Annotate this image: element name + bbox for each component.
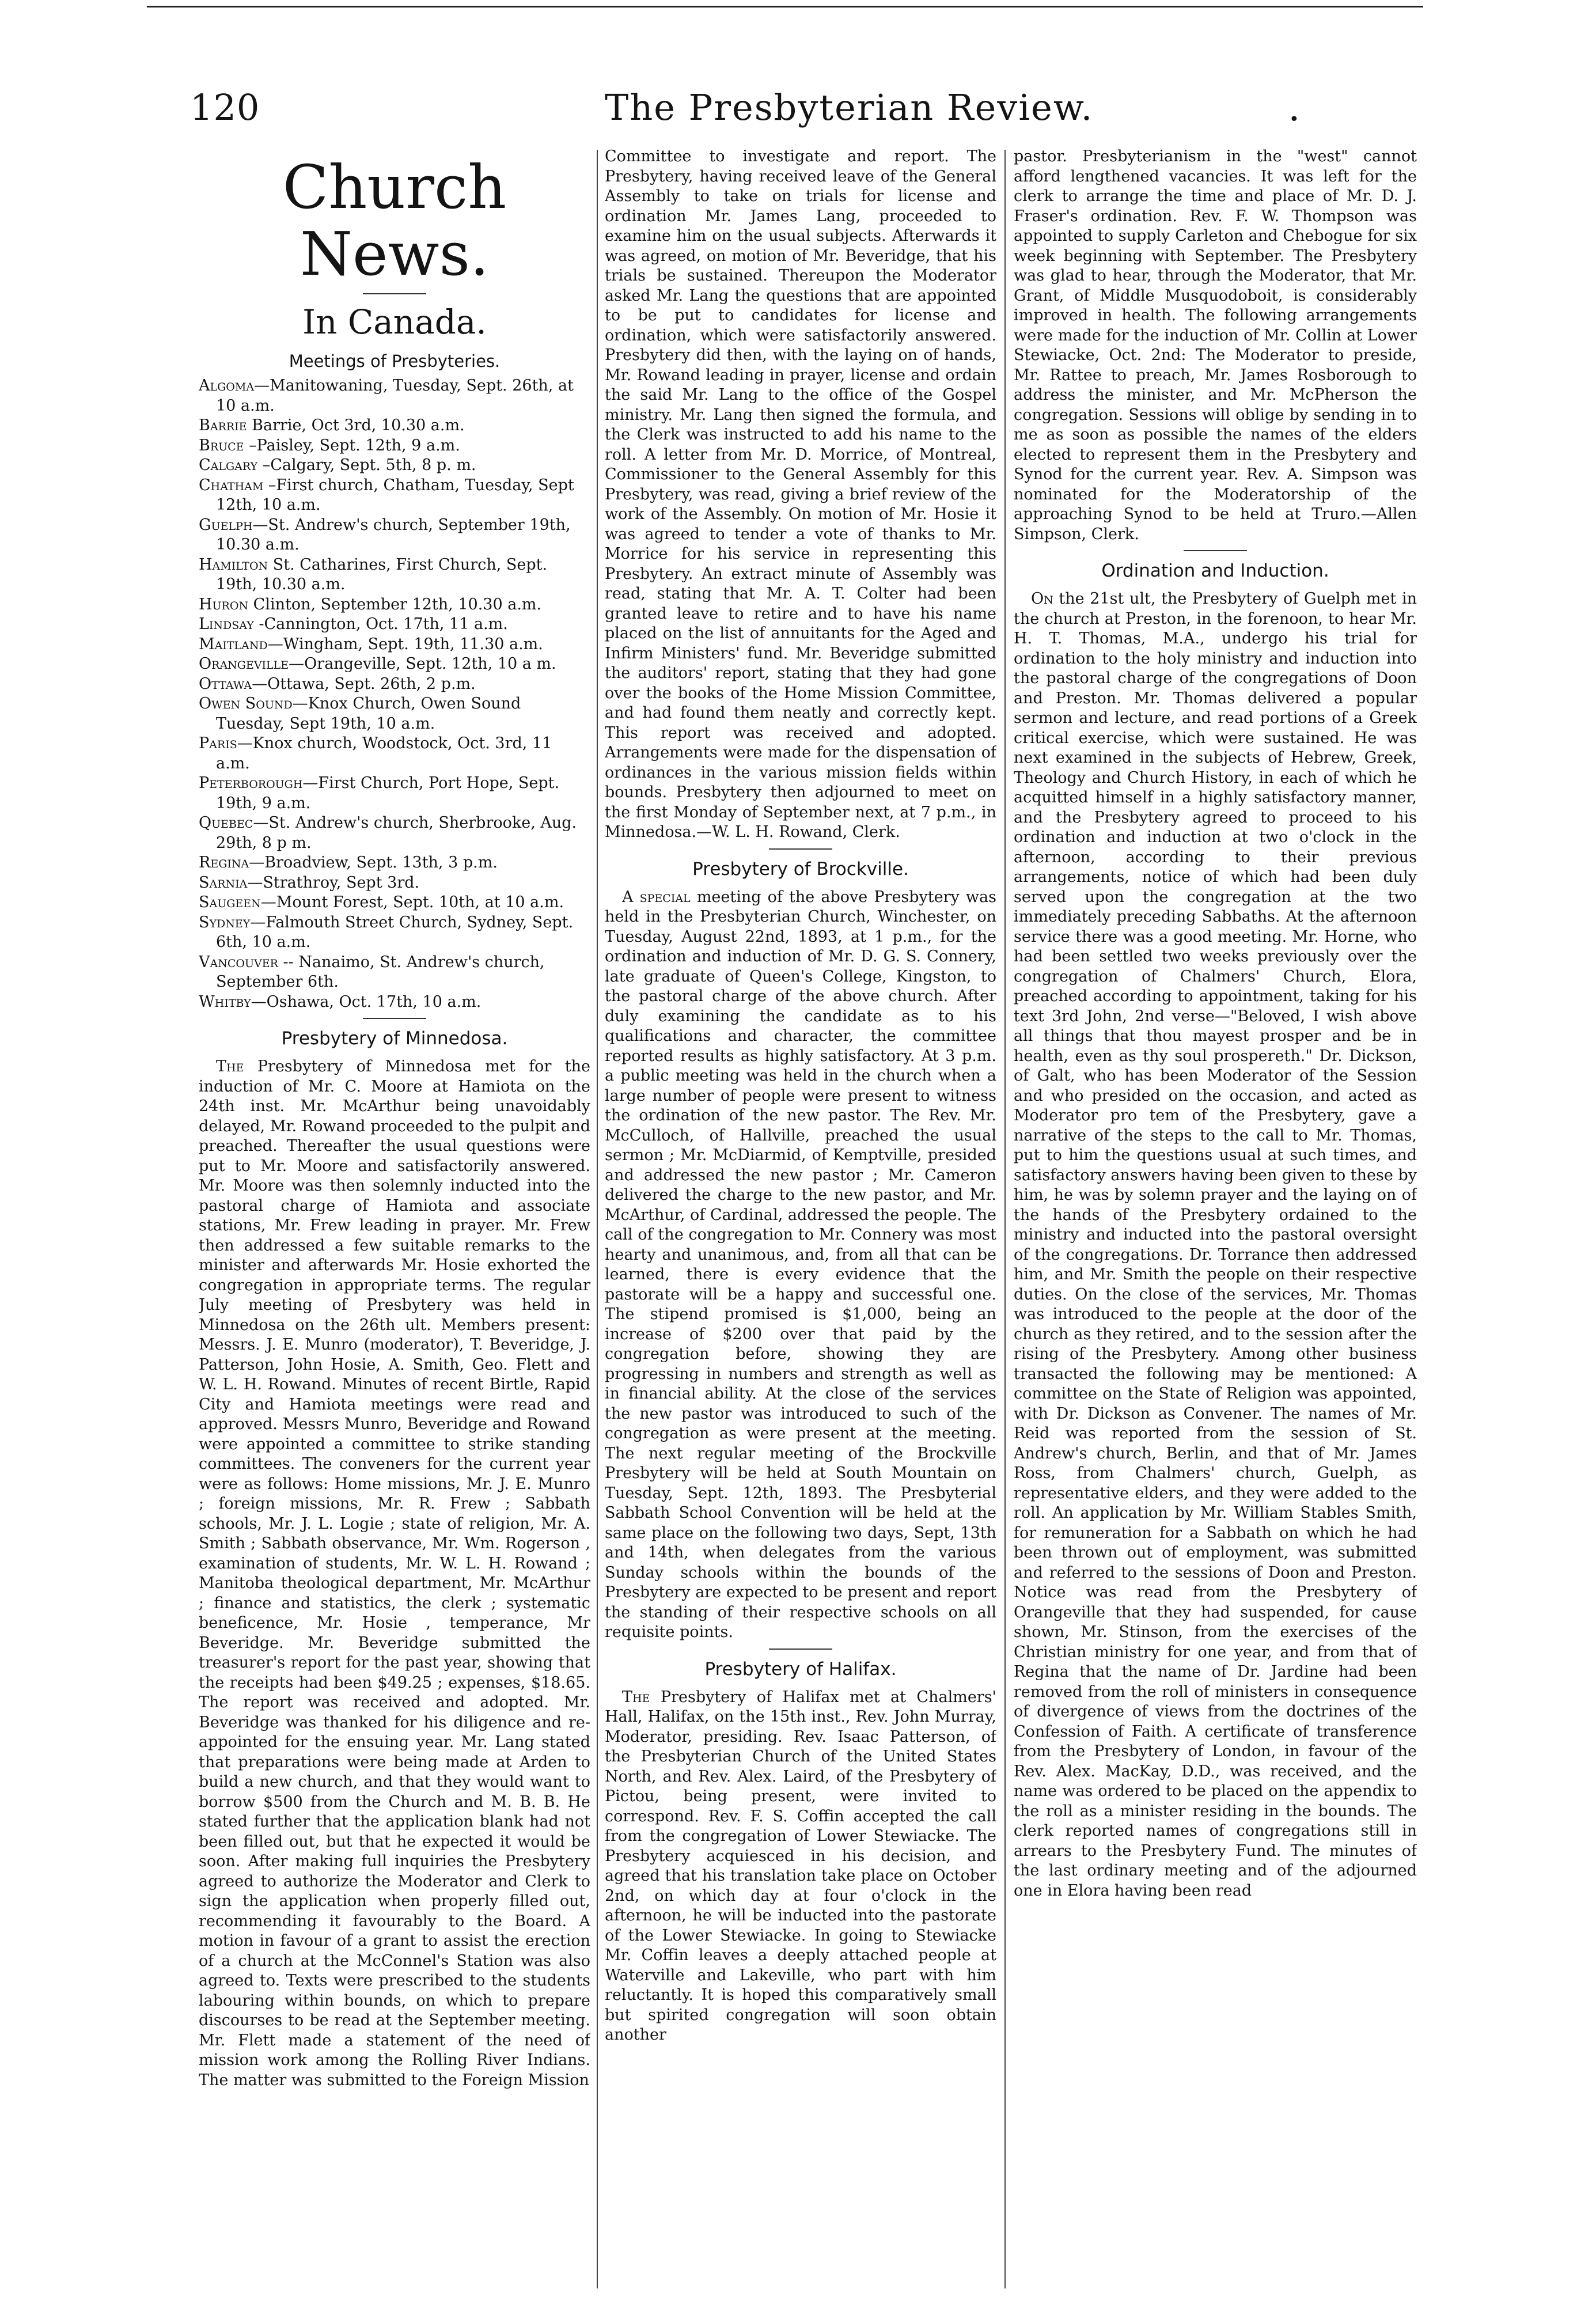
meeting-item (199, 595, 590, 615)
column-2 (605, 147, 996, 2300)
meeting-place: Guelph (199, 516, 253, 534)
meeting-place: Sarnia (199, 873, 248, 892)
meeting-place: Ottawa (199, 674, 252, 693)
minnedosa-heading: Presbytery of Minnedosa. (281, 1028, 508, 1049)
top-rule (147, 6, 1423, 7)
meeting-place: Owen Sound (199, 695, 293, 713)
meeting-details: —Mount Forest, Sept. 10th, at 10 a.m. (260, 893, 564, 911)
meeting-item (199, 774, 590, 813)
meeting-details: –Calgary, Sept. 5th, 8 p. m. (257, 456, 476, 474)
lead-word: On (1031, 590, 1053, 608)
meeting-item (199, 893, 590, 913)
meeting-item (199, 873, 590, 893)
article-text: Presbytery of Minnedosa met for the induction of Mr. C. Moore at Hamiota on the 24th inst. Mr. McArthur being unavoidably delayed, Mr. Rowand proceeded to the pulpit and preached. Thereafter the usual questions were put to Mr. Moore and satisfactorily answered. Mr. Moore was then solemnly inducted into the pastoral charge of Hamiota and associate stations, Mr. Frew leading in prayer. Mr. Frew then addressed a few suitable remarks to the minister and afterwards Mr. Hosie exhorted the congregation in appropriate terms. The regular July meeting of Presbytery was held in Minnedosa on the 26th ult. Members present: Messrs. J. E. Munro (moderator), T. Beveridge, J. Patterson, John Hosie, A. Smith, Geo. Flett and W. L. H. Rowand. Minutes of recent Birtle, Rapid City and Hamiota meetings were read and approved. Messrs Munro, Beveridge and Rowand were appointed a committee to strike standing committees. The conveners for the current year were as follows: Home missions, Mr. J. E. Munro ; foreign missions, Mr. R. Frew ; Sabbath schools, Mr. J. L. Logie ; state of religion, Mr. A. Smith ; Sabbath observance, Mr. Wm. Rogerson , examination of students, Mr. W. L. H. Rowand ; Manitoba theological department, Mr. McArthur ; finance and statistics, the clerk ; systematic beneficence, Mr. Hosie , temperance, Mr Beveridge. Mr. Beveridge submitted the treasurer's report for the past year, showing that the receipts had been $49.25 ; expenses, $18.65. The report was received and adopted. Mr. Beveridge was thanked for his diligence and re-appointed for the ensuing year. Mr. Lang stated that preparations were being made at Arden to build a new church, and that they would want to borrow $500 from the Church and M. B. B. He stated further that the application blank had not been filled out, but that he expected it would be soon. After making full inquiries the Presbytery agreed to authorize the Moderator and Clerk to sign the application when properly filled out, recommending it favourably to the Board. A motion in favour of a grant to assist the erection of a church at the McConnel's Station was also agreed to. Texts were prescribed to the students labouring within bounds, on which to prepare discourses to be read at the September meeting. Mr. Flett made a statement of the need of mission work among the Rolling River Indians. The matter was submitted to the Foreign Mission (199, 1058, 590, 2089)
meeting-details: —Strathroy, Sept 3rd. (247, 873, 420, 892)
meeting-place: Lindsay (199, 615, 254, 633)
meetings-list (199, 376, 590, 1012)
page-number: 120 (190, 86, 260, 128)
column-3 (1014, 147, 1417, 2300)
meeting-item (199, 436, 590, 456)
lead-word: The (622, 1688, 650, 1706)
meeting-details: —Manitowaning, Tuesday, Sept. 26th, at 10 a.m. (216, 377, 574, 415)
meeting-details: —Ottawa, Sept. 26th, 2 p.m. (252, 674, 476, 693)
meeting-details: –First church, Chatham, Tuesday, Sept 12th, 10 a.m. (216, 476, 574, 514)
meeting-place: Algoma (199, 377, 255, 395)
journal-title: The Presbyterian Review. (605, 86, 1094, 128)
meeting-item (199, 992, 590, 1013)
halifax-article (605, 1688, 996, 2045)
section-title: Church News. (282, 152, 507, 289)
meeting-item (199, 853, 590, 873)
halifax-article-continued: pastor. Presbyterianism in the "west" cannot afford lengthened vacancies. It was left for the clerk to arrange the time and place of Mr. D. J. Fraser's ordination. Rev. F. W. Thompson was appointed to supply Carleton and Chebogue for six week beginning with September. The Presbytery was glad to hear, through the Moderator, that Mr. Grant, of Middle Musquodoboit, is considerably improved in health. The following arrangements were made for the induction of Mr. Collin at Lower Stewiacke, Oct. 2nd: The Moderator to preside, Mr. Rattee to preach, Mr. James Rosborough to address the minister, and Mr. McPherson the congregation. Sessions will oblige by sending in to me as soon as possible the names of the elders elected to represent them in the Presbytery and Synod for the current year. Rev. A. Simpson was nominated for the Moderatorship of the approaching Synod to be held at Truro.—Allen Simpson, Clerk. (1014, 147, 1417, 543)
meetings-heading: Meetings of Presbyteries. (289, 351, 501, 371)
halifax-heading: Presbytery of Halifax. (704, 1658, 897, 1680)
meeting-details: —St. Andrew's church, September 19th, 10.30 a.m. (216, 516, 571, 554)
meeting-place: Chatham (199, 476, 264, 494)
lead-word: The (216, 1058, 244, 1075)
meeting-item (199, 555, 590, 595)
meeting-item (199, 674, 590, 695)
meeting-details: —Knox Church, Owen Sound Tuesday, Sept 19th, 10 a.m. (216, 695, 521, 733)
meeting-details: -- Nanaimo, St. Andrew's church, September 6th. (216, 953, 545, 991)
title-rule (363, 293, 426, 294)
lead-word: A special (622, 888, 691, 906)
meeting-item (199, 654, 590, 674)
article-text: Presbytery of Halifax met at Chalmers' Hall, Halifax, on the 15th inst., Rev. John Murray, Moderator, presiding. Rev. Isaac Patterson, of the Presbyterian Church of the United States North, and Rev. Alex. Laird, of the Presbytery of Pictou, being present, were invited to correspond. Rev. F. S. Coffin accepted the call from the congregation of Lower Stewiacke. The Presbytery acquiesced in his decision, and agreed that his translation take place on October 2nd, on which day at four o'clock in the afternoon, he will be inducted into the pastorate of the Lower Stewiacke. In going to Stewiacke Mr. Coffin leaves a deeply attached people at Waterville and Lakeville, who part with him reluctantly. It is hoped this comparatively small but spirited congregation will soon obtain another (605, 1688, 996, 2044)
column-1 (199, 147, 590, 2300)
column-divider-1 (597, 150, 598, 2288)
meeting-place: Huron (199, 595, 249, 613)
meeting-place: Barrie (199, 416, 247, 434)
section-rule (769, 1649, 832, 1650)
section-rule (769, 848, 832, 850)
meeting-place: Calgary (199, 456, 258, 474)
section-rule (1184, 550, 1247, 551)
meeting-place: Quebec (199, 814, 253, 832)
meeting-place: Hamilton (199, 555, 268, 574)
meeting-details: —Broadview, Sept. 13th, 3 p.m. (249, 854, 498, 871)
meeting-details: St. Catharines, First Church, Sept. 19th, 10.30 a.m. (216, 555, 548, 593)
meeting-place: Peterborough (199, 774, 303, 792)
minnedosa-article (199, 1057, 590, 2090)
meeting-item (199, 376, 590, 416)
meeting-place: Whitby (199, 992, 251, 1011)
meeting-place: Regina (199, 854, 249, 871)
article-text: the 21st ult, the Presbytery of Guelph met in the church at Preston, in the forenoon, to hear Mr. H. T. Thomas, M.A., undergo his trial for ordination to the holy ministry and induction into the pastoral charge of the congregations of Doon and Preston. Mr. Thomas delivered a popular sermon and lecture, and read portions of a Greek critical exercise, which were sustained. He was next examined in the subjects of Hebrew, Greek, Theology and Church History, in each of which he acquitted himself in a highly satisfactory manner, and the Presbytery agreed to proceed to his ordination and induction at two o'clock in the afternoon, according to their previous arrangements, notice of which had been duly served upon the congregation at the two immediately preceding Sabbaths. At the afternoon service there was a good meeting. Mr. Horne, who had been settled two weeks previously over the congregation of Chalmers' Church, Elora, preached according to appointment, taking for his text 3rd John, 2nd verse—"Beloved, I wish above all things that thou mayest prosper and be in health, even as thy soul prospereth." Dr. Dickson, of Galt, who has been Moderator of the Session and who presided on the occasion, and acted as Moderator pro tem of the Presbytery, gave a narrative of the steps to the call to Mr. Thomas, put to him the questions usual at such times, and satisfactory answers having been given to these by him, he was by solemn prayer and the laying on of the hands of the Presbytery ordained to the ministry and inducted into the pastoral oversight of the congregations. Dr. Torrance then addressed him, and Mr. Smith the people on their respective duties. On the close of the services, Mr. Thomas was introduced to the people at the door of the church as they retired, and to the session after the rising of the Presbytery. Among other business transacted the following may be mentioned: A committee on the State of Religion was appointed, with Dr. Dickson as Convener. The names of Mr. Reid was reported from the session of St. Andrew's church, Berlin, and that of Mr. James Ross, from Chalmers' church, Guelph, as representative elders, and they were added to the roll. An application by Mr. William Stables Smith, for remuneration for a Sabbath on which he had been thrown out of employment, was submitted and referred to the sessions of Doon and Preston. Notice was read from the Presbytery of Orangeville that they had suspended, for cause shown, Mr. Stinson, from the exercises of the Christian ministry for one year, and from that of Regina that the name of Dr. Jardine had been removed from the roll of ministers in consequence of divergence of views from the doctrines of the Confession of Faith. A certificate of transference from the Presbytery of London, in favour of the Rev. Alex. MacKay, D.D., was received, and the name was ordered to be placed on the appendix to the roll as a minister residing in the bounds. The clerk reported names of congregations still in arrears to the Presbytery Fund. The minutes of the last ordinary meeting and of the adjourned one in Elora having been read (1014, 590, 1417, 1900)
meeting-details: —Knox church, Woodstock, Oct. 3rd, 11 a.m. (216, 734, 552, 772)
meeting-item (199, 953, 590, 992)
meeting-place: Paris (199, 734, 237, 752)
meeting-details: —Oshawa, Oct. 17th, 10 a.m. (251, 992, 482, 1011)
article-text: meeting of the above Presbytery was held in the Presbyterian Church, Winchester, on Tuesday, August 22nd, 1893, at 1 p.m., for the ordination and induction of Mr. D. G. S. Connery, late graduate of Queen's College, Kingston, to the pastoral charge of the above church. After duly examining the candidate as to his qualifications and character, the committee reported results as highly satisfactory. At 3 p.m. a public meeting was held in the church when a large number of people were present to witness the ordination of the new pastor. The Rev. Mr. McCulloch, of Hallville, preached the usual sermon ; Mr. McDiarmid, of Kemptville, presided and addressed the new pastor ; Mr. Cameron delivered the charge to the new pastor, and Mr. McArthur, of Cardinal, addressed the people. The call of the congregation to Mr. Connery was most hearty and unanimous, and, from all that can be learned, there is every evidence that the pastorate will be a happy and successful one. The stipend promised is $1,000, being an increase of $200 over that paid by the congregation before, showing they are progressing in numbers and strength as well as in financial ability. At the close of the services the new pastor was introduced to such of the congregation as were present at the meeting. The next regular meeting of the Brockville Presbytery will be held at South Mountain on Tuesday, Sept. 12th, 1893. The Presbyterial Sabbath School Convention will be held at the same place on the following two days, Sept, 13th and 14th, when delegates from the various Sunday schools within the bounds of the Presbytery are expected to be present and report the standing of their respective schools on all requisite points. (605, 888, 996, 1641)
meeting-item (199, 516, 590, 555)
minnedosa-article-continued: Committee to investigate and report. The Presbytery, having received leave of the General Assembly to take on trials for license and ordination Mr. James Lang, proceeded to examine him on the usual subjects. Afterwards it was agreed, on motion of Mr. Beveridge, that his trials be sustained. Thereupon the Moderator asked Mr. Lang the questions that are appointed to be put to candidates for license and ordination, which were satisfactorily answered. Presbytery did then, with the laying on of hands, Mr. Rowand leading in prayer, license and ordain the said Mr. Lang to the office of the Gospel ministry. Mr. Lang then signed the formula, and the Clerk was instructed to add his name to the roll. A letter from Mr. D. Morrice, of Montreal, Commissioner to the General Assembly for this Presbytery, was read, giving a brief review of the work of the Assembly. On motion of Mr. Hosie it was agreed to tender a vote of thanks to Mr. Morrice for his service in representing this Presbytery. An extract minute of Assembly was read, stating that Mr. A. T. Colter had been granted leave to retire and to have his name placed on the list of annuitants for the Aged and Infirm Ministers' fund. Mr. Beveridge submitted the auditors' report, stating that they had gone over the books of the Home Mission Committee, and had found them neatly and correctly kept. This report was received and adopted. Arrangements were made for the dispensation of ordinances in the various mission fields within bounds. Presbytery then adjourned to meet on the first Monday of September next, at 7 p.m., in Minnedosa.—W. L. H. Rowand, Clerk. (605, 147, 996, 841)
section-rule (363, 1018, 426, 1019)
meeting-item (199, 456, 590, 476)
ordination-article (1014, 589, 1417, 1901)
meeting-item (199, 416, 590, 436)
meeting-item (199, 615, 590, 635)
meeting-details: Clinton, September 12th, 10.30 a.m. (248, 595, 542, 613)
meeting-details: -Cannington, Oct. 17th, 11 a.m. (253, 615, 508, 633)
meeting-item (199, 476, 590, 516)
meeting-details: —Orangeville, Sept. 12th, 10 a m. (289, 655, 556, 673)
meeting-item (199, 813, 590, 853)
brockville-article (605, 888, 996, 1643)
stray-mark: • (1289, 109, 1299, 130)
meeting-place: Maitland (199, 635, 268, 653)
meeting-place: Saugeen (199, 893, 261, 911)
meeting-details: –Paisley, Sept. 12th, 9 a.m. (244, 436, 460, 454)
meeting-item (199, 913, 590, 953)
brockville-heading: Presbytery of Brockville. (692, 858, 909, 880)
page-header (190, 86, 1498, 138)
meeting-place: Bruce (199, 436, 244, 454)
section-subtitle: In Canada. (302, 302, 487, 342)
ordination-heading: Ordination and Induction. (1101, 560, 1329, 581)
column-divider-2 (1004, 150, 1006, 2288)
meeting-item (199, 734, 590, 774)
meeting-item (199, 635, 590, 655)
meeting-details: —Wingham, Sept. 19th, 11.30 a.m. (267, 635, 543, 653)
meeting-details: —First Church, Port Hope, Sept. 19th, 9 a.m. (216, 774, 560, 812)
meeting-place: Orangeville (199, 655, 289, 673)
meeting-item (199, 694, 590, 734)
meeting-details: Barrie, Oct 3rd, 10.30 a.m. (247, 416, 465, 434)
meeting-place: Vancouver (199, 953, 278, 971)
meeting-details: —St. Andrew's church, Sherbrooke, Aug. 29th, 8 p m. (216, 814, 577, 852)
meeting-place: Sydney (199, 913, 251, 931)
meeting-details: —Falmouth Street Church, Sydney, Sept. 6th, 10 a.m. (216, 913, 574, 951)
